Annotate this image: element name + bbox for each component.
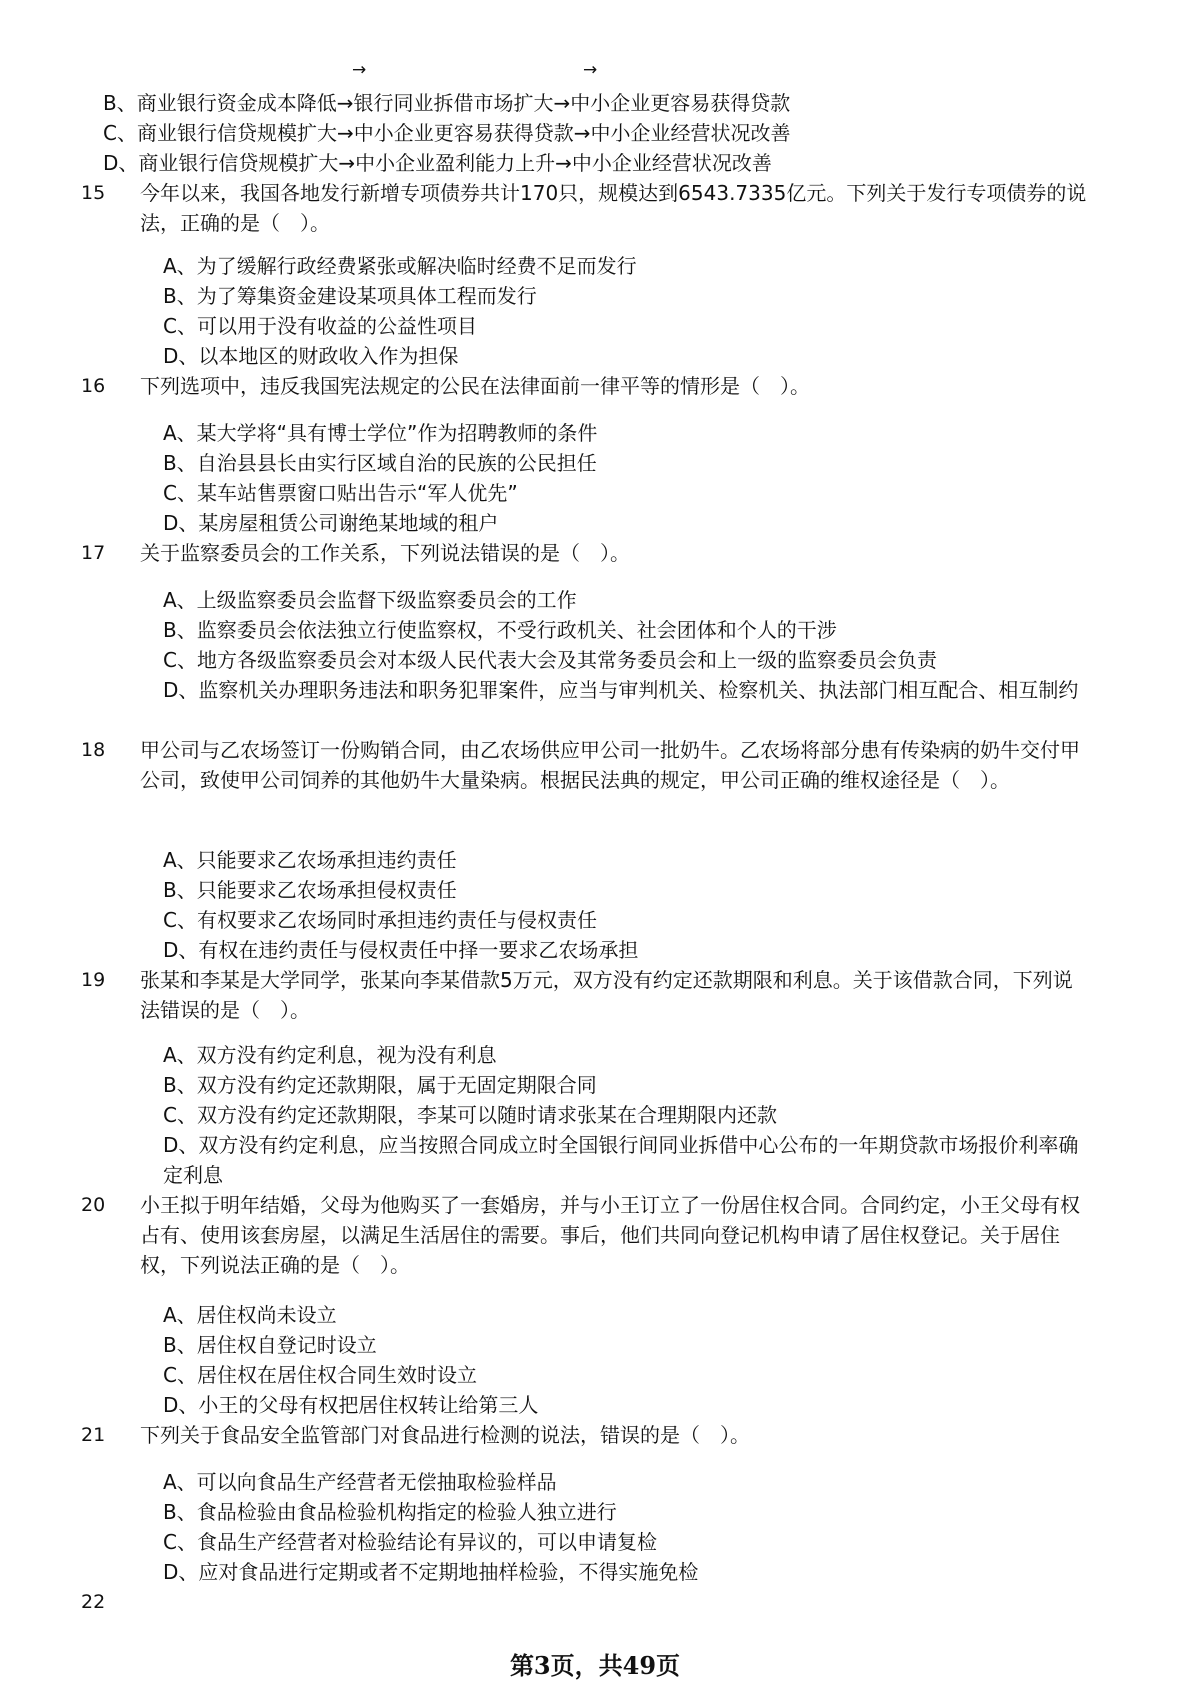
question-option: B、食品检验由食品检验机构指定的检验人独立进行 xyxy=(163,1500,617,1524)
question-option: A、双方没有约定利息，视为没有利息 xyxy=(163,1043,497,1067)
question-option: A、为了缓解行政经费紧张或解决临时经费不足而发行 xyxy=(163,254,637,278)
question-option: D、应对食品进行定期或者不定期地抽样检验，不得实施免检 xyxy=(163,1560,699,1584)
question-option: B、居住权自登记时设立 xyxy=(163,1333,377,1357)
question-option: A、只能要求乙农场承担违约责任 xyxy=(163,848,457,872)
stray-arrows xyxy=(0,60,1190,82)
question-option: B、双方没有约定还款期限，属于无固定期限合同 xyxy=(163,1073,597,1097)
question-option: A、可以向食品生产经营者无偿抽取检验样品 xyxy=(163,1470,557,1494)
page-footer: 第3页，共49页 xyxy=(509,1651,681,1680)
question-number: 17 xyxy=(81,542,106,564)
question-option: D、双方没有约定利息，应当按照合同成立时全国银行间同业拆借中心公布的一年期贷款市场报价利率确定利息 xyxy=(163,1133,1079,1187)
question-option: B、自治县县长由实行区域自治的民族的公民担任 xyxy=(163,451,597,475)
question-stem: 关于监察委员会的工作关系，下列说法错误的是（ ）。 xyxy=(140,541,630,565)
question-option: D、以本地区的财政收入作为担保 xyxy=(163,344,459,368)
question-number: 21 xyxy=(81,1424,106,1446)
question-stem: 下列选项中，违反我国宪法规定的公民在法律面前一律平等的情形是（ ）。 xyxy=(140,374,810,398)
question-stem: 今年以来，我国各地发行新增专项债券共计170只，规模达到6543.7335亿元。下列关于发行专项债券的说法，正确的是（ ）。 xyxy=(140,181,1087,235)
question-option: A、上级监察委员会监督下级监察委员会的工作 xyxy=(163,588,577,612)
question-option: C、食品生产经营者对检验结论有异议的，可以申请复检 xyxy=(163,1530,657,1554)
question-option: A、居住权尚未设立 xyxy=(163,1303,337,1327)
question-option: D、有权在违约责任与侵权责任中择一要求乙农场承担 xyxy=(163,938,639,962)
arrow-glyph: → xyxy=(352,60,367,80)
arrow-glyph: → xyxy=(583,60,598,80)
question-option: D、小王的父母有权把居住权转让给第三人 xyxy=(163,1393,539,1417)
prev-option-c: C、商业银行信贷规模扩大→中小企业更容易获得贷款→中小企业经营状况改善 xyxy=(103,121,791,145)
question-option: B、为了筹集资金建设某项具体工程而发行 xyxy=(163,284,537,308)
question-option: A、某大学将“具有博士学位”作为招聘教师的条件 xyxy=(163,421,598,445)
question-option: C、居住权在居住权合同生效时设立 xyxy=(163,1363,477,1387)
question-number: 19 xyxy=(81,969,106,991)
prev-option-b: B、商业银行资金成本降低→银行同业拆借市场扩大→中小企业更容易获得贷款 xyxy=(103,91,791,115)
question-stem: 小王拟于明年结婚，父母为他购买了一套婚房，并与小王订立了一份居住权合同。合同约定，小王父母有权占有、使用该套房屋，以满足生活居住的需要。事后，他们共同向登记机构申请了居住权登记。关于居住权，下列说法正确的是（ ）。 xyxy=(140,1193,1080,1277)
question-stem: 下列关于食品安全监管部门对食品进行检测的说法，错误的是（ ）。 xyxy=(140,1423,750,1447)
question-stem: 张某和李某是大学同学，张某向李某借款5万元，双方没有约定还款期限和利息。关于该借款合同，下列说法错误的是（ ）。 xyxy=(140,968,1073,1022)
question-option: C、地方各级监察委员会对本级人民代表大会及其常务委员会和上一级的监察委员会负责 xyxy=(163,648,937,672)
question-number: 20 xyxy=(81,1194,106,1216)
question-option: B、只能要求乙农场承担侵权责任 xyxy=(163,878,457,902)
question-option: C、双方没有约定还款期限，李某可以随时请求张某在合理期限内还款 xyxy=(163,1103,777,1127)
question-option: C、某车站售票窗口贴出告示“军人优先” xyxy=(163,481,518,505)
question-number: 16 xyxy=(81,375,106,397)
question-number: 22 xyxy=(81,1591,106,1613)
question-option: B、监察委员会依法独立行使监察权，不受行政机关、社会团体和个人的干涉 xyxy=(163,618,837,642)
question-number: 15 xyxy=(81,182,106,204)
question-option: C、有权要求乙农场同时承担违约责任与侵权责任 xyxy=(163,908,597,932)
question-option: D、某房屋租赁公司谢绝某地域的租户 xyxy=(163,511,499,535)
question-stem: 甲公司与乙农场签订一份购销合同，由乙农场供应甲公司一批奶牛。乙农场将部分患有传染病的奶牛交付甲公司，致使甲公司饲养的其他奶牛大量染病。根据民法典的规定，甲公司正确的维权途径是（ ）。 xyxy=(140,738,1080,792)
prev-option-d: D、商业银行信贷规模扩大→中小企业盈利能力上升→中小企业经营状况改善 xyxy=(103,151,772,175)
question-option: C、可以用于没有收益的公益性项目 xyxy=(163,314,477,338)
question-option: D、监察机关办理职务违法和职务犯罪案件，应当与审判机关、检察机关、执法部门相互配合、相互制约 xyxy=(163,678,1079,702)
question-number: 18 xyxy=(81,739,106,761)
